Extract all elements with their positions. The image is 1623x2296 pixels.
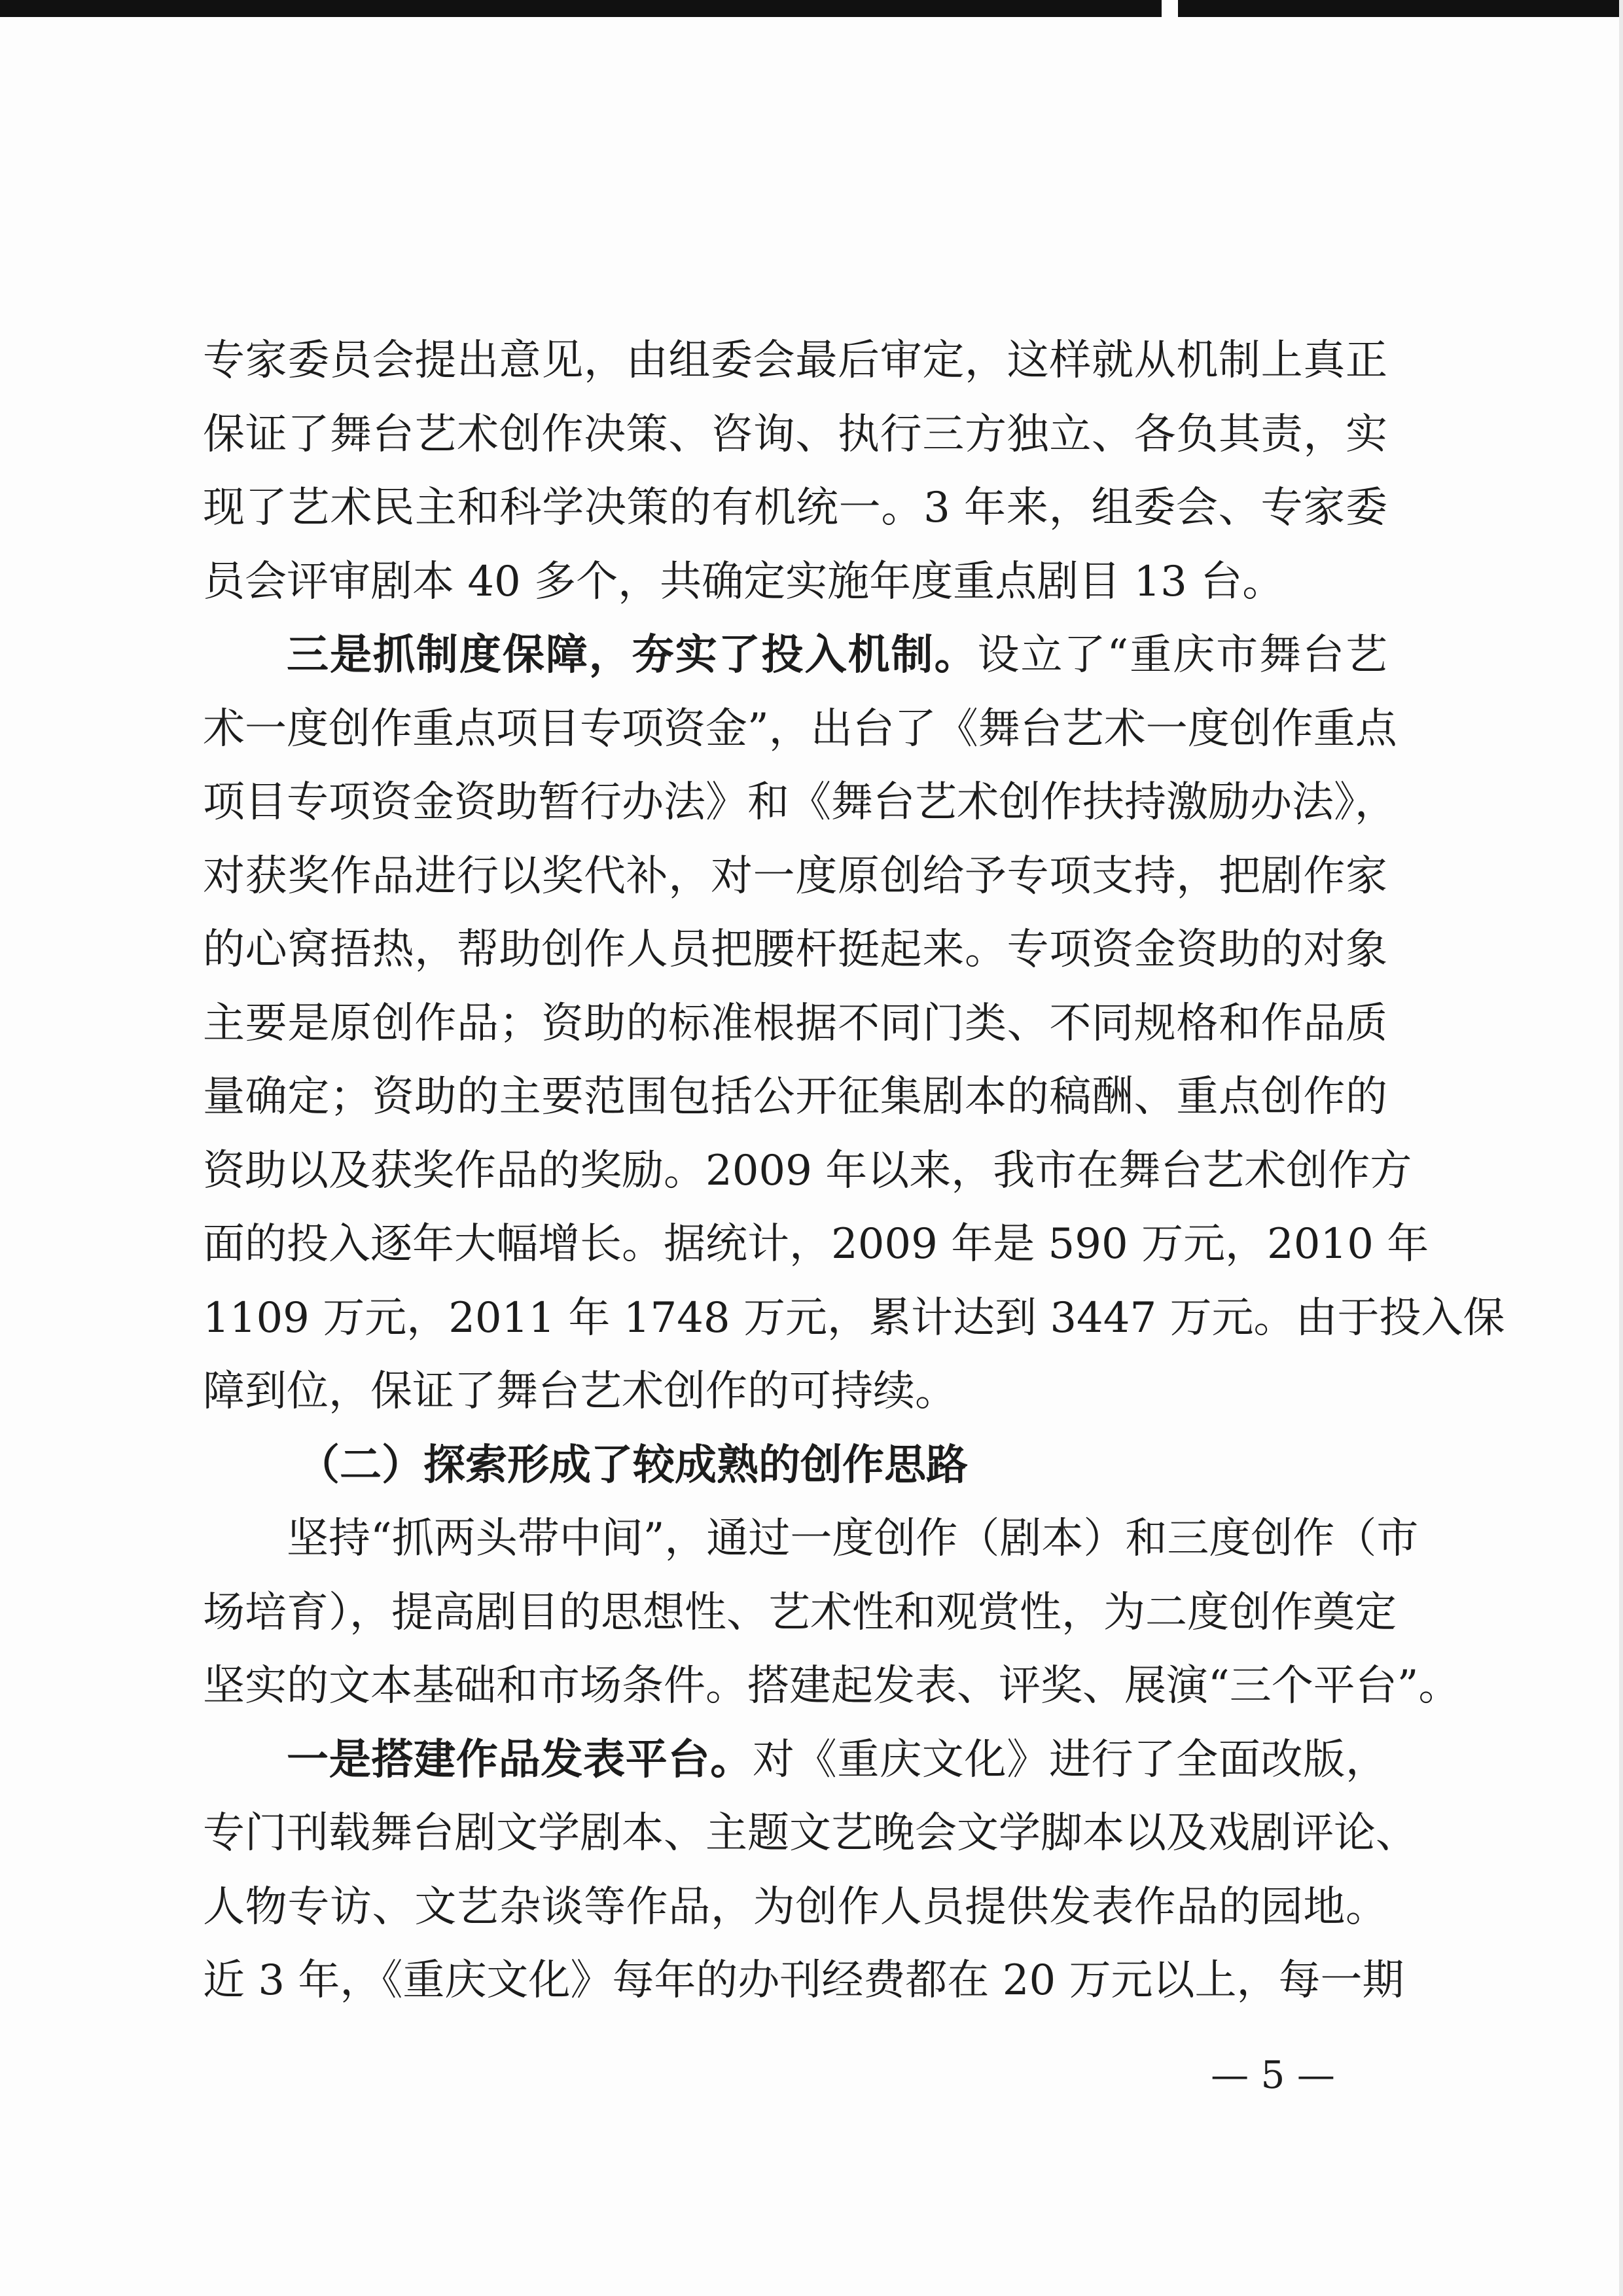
text-line: 1109 万元，2011 年 1748 万元，累计达到 3447 万元。由于投入保	[203, 1293, 1505, 1342]
scan-edge-right	[1619, 0, 1623, 2296]
text-line: 术一度创作重点项目专项资金”，出台了《舞台艺术一度创作重点	[203, 704, 1397, 753]
scan-border-top-left	[0, 0, 1162, 17]
paragraph-start-line: 坚持“抓两头带中间”，通过一度创作（剧本）和三度创作（市	[287, 1515, 1419, 1563]
scan-border-top-right	[1178, 0, 1623, 17]
text-line: 资助以及获奖作品的奖励。2009 年以来，我市在舞台艺术创作方	[203, 1146, 1412, 1195]
text-line: 的心窝捂热，帮助创作人员把腰杆挺起来。专项资金资助的对象	[203, 925, 1387, 974]
text-line: 障到位，保证了舞台艺术创作的可持续。	[203, 1367, 957, 1416]
paragraph-lead-text: 对《重庆文化》进行了全面改版，	[752, 1735, 1388, 1784]
paragraph-lead-bold: 一是搭建作品发表平台。	[287, 1734, 753, 1784]
text-line: 专门刊载舞台剧文学剧本、主题文艺晚会文学脚本以及戏剧评论、	[203, 1809, 1418, 1857]
text-line: 坚实的文本基础和市场条件。搭建起发表、评奖、展演“三个平台”。	[203, 1662, 1461, 1710]
section-heading	[203, 1429, 1387, 1503]
section-heading-text: （二）探索形成了较成熟的创作思路	[298, 1440, 968, 1490]
text-line: 近 3 年，《重庆文化》每年的办刊经费都在 20 万元以上，每一期	[203, 1956, 1404, 2005]
text-line: 专家委员会提出意见，由组委会最后审定，这样就从机制上真正	[203, 336, 1387, 385]
text-line: 现了艺术民主和科学决策的有机统一。3 年来，组委会、专家委	[203, 484, 1387, 532]
text-line: 场培育），提高剧目的思想性、艺术性和观赏性，为二度创作奠定	[203, 1588, 1397, 1637]
text-line: 项目专项资金资助暂行办法》和《舞台艺术创作扶持激励办法》，	[203, 778, 1397, 827]
text-line: 量确定；资助的主要范围包括公开征集剧本的稿酬、重点创作的	[203, 1073, 1387, 1121]
page-number: — 5 —	[1211, 2053, 1335, 2097]
text-line: 员会评审剧本 40 多个，共确定实施年度重点剧目 13 台。	[203, 557, 1285, 606]
text-line: 主要是原创作品；资助的标准根据不同门类、不同规格和作品质	[203, 999, 1387, 1048]
text-line: 保证了舞台艺术创作决策、咨询、执行三方独立、各负其责，实	[203, 410, 1387, 459]
paragraph-lead-bold: 三是抓制度保障，夯实了投入机制。	[287, 630, 978, 679]
paragraph-start-line	[203, 1723, 1387, 1797]
paragraph-start-line	[203, 619, 1387, 692]
paragraph-lead-text: 设立了“重庆市舞台艺	[977, 631, 1388, 679]
text-line: 人物专访、文艺杂谈等作品，为创作人员提供发表作品的园地。	[203, 1882, 1387, 1931]
text-line: 对获奖作品进行以奖代补，对一度原创给予专项支持，把剧作家	[203, 852, 1387, 901]
body-text	[203, 324, 1505, 2018]
text-line: 面的投入逐年大幅增长。据统计，2009 年是 590 万元，2010 年	[203, 1220, 1429, 1268]
